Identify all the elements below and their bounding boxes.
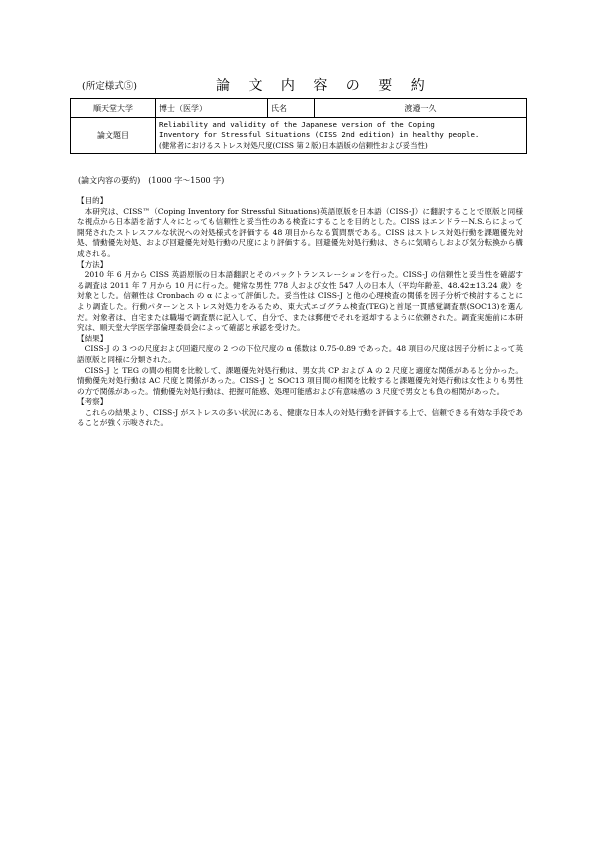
- thesis-title-en-line-1: Reliability and validity of the Japanese version of the Coping: [159, 119, 435, 129]
- method-text: 2010 年 6 月から CISS 英語原版の日本語翻訳とそのバックトランスレーションを行った。CISS-J の信頼性と妥当性を確認する調査は 2011 年 7 月から 10 月に行った。健常な男性 778 人および女性 547 人の日本人（平均年齢差、48.42±13.24 歳）を対象とした。信頼性は Cronbach の α によって評価した。妥当性は CISS-J と他の心理検査の関係を因子分析で検討することにより調査した。行動パターンとストレス対処力をみるため、東大式エゴグラム検査(TEG)と首尾一貫感覚調査票(SOC13)を選んだ。対象者は、自宅または職場で調査票に記入して、自分で、または郵便でそれを返却するように依頼された。調査実施前に本研究は、順天堂大学医学部倫理委員会によって確認と承認を受けた。: [77, 270, 523, 333]
- summary-body: [77, 196, 523, 429]
- name-label-cell: 氏名: [268, 99, 315, 118]
- summary-label: (論文内容の要約) (1000 字～1500 字): [78, 176, 225, 185]
- degree-cell: 博士（医学）: [156, 99, 268, 118]
- result-text-1: CISS-J の 3 つの尺度および回避尺度の 2 つの下位尺度の α 係数は 0.75-0.89 であった。48 項目の尺度は因子分析によって英語原版と同様に分類された。: [77, 344, 523, 364]
- name-cell: 渡邉一久: [315, 99, 527, 118]
- university-cell: 順天堂大学: [71, 99, 156, 118]
- purpose-heading: 【目的】: [77, 196, 108, 205]
- info-row-2: [71, 118, 527, 154]
- thesis-title-cell: [156, 118, 527, 154]
- discussion-text: これらの結果より、CISS-J がストレスの多い状況にある、健康な日本人の対処行動を評価する上で、信頼できる有効な手段であることが強く示唆された。: [77, 407, 523, 428]
- purpose-text: 本研究は、CISS™（Coping Inventory for Stressful Situations)英語原版を日本語（CISS-J）に翻訳することで原版と同様な視点から日本語を話す人々にとっても信頼性と妥当性のある検査にすることを目的とした。CISS はエンドラーN.S.らによって開発されたストレスフルな状況への対処様式を評価する 48 項目からなる質問票である。CISS はストレス対処行動を課題優先対処、情動優先対処、および回避優先対処行動の尺度により評価する。回避優先対処行動は、さらに気晴らしおよび気分転換から構成される。: [77, 206, 523, 258]
- info-table: [70, 98, 527, 154]
- discussion-heading: 【考察】: [77, 397, 108, 407]
- thesis-title-jp: (健常者におけるストレス対処尺度(CISS 第２版)日本語版の信頼性および妥当性): [159, 140, 428, 150]
- page-title: 論 文 内 容 の 要 約: [216, 78, 432, 94]
- result-heading: 【結果】: [77, 333, 108, 343]
- method-heading: 【方法】: [77, 259, 108, 269]
- form-label: (所定様式⑤): [82, 81, 137, 92]
- thesis-title-en-line-2: Inventory for Stressful Situations (CISS 2nd edition) in healthy people.: [159, 130, 480, 140]
- info-row-1: [71, 99, 527, 118]
- result-text-2: CISS-J と TEG の間の相関を比較して、課題優先対処行動は、男女共 CP および A の 2 尺度と適度な関係があると分かった。情動優先対処行動は AC 尺度と関係があった。CISS-J と SOC13 項目間の相関を比較すると課題優先対処行動は女性よりも男性の方で関係があった。情動優先対処行動は、把握可能感、処理可能感および有意味感の 3 尺度で男女とも負の相関があった。: [77, 365, 523, 396]
- thesis-label-cell: 論文題目: [71, 118, 156, 154]
